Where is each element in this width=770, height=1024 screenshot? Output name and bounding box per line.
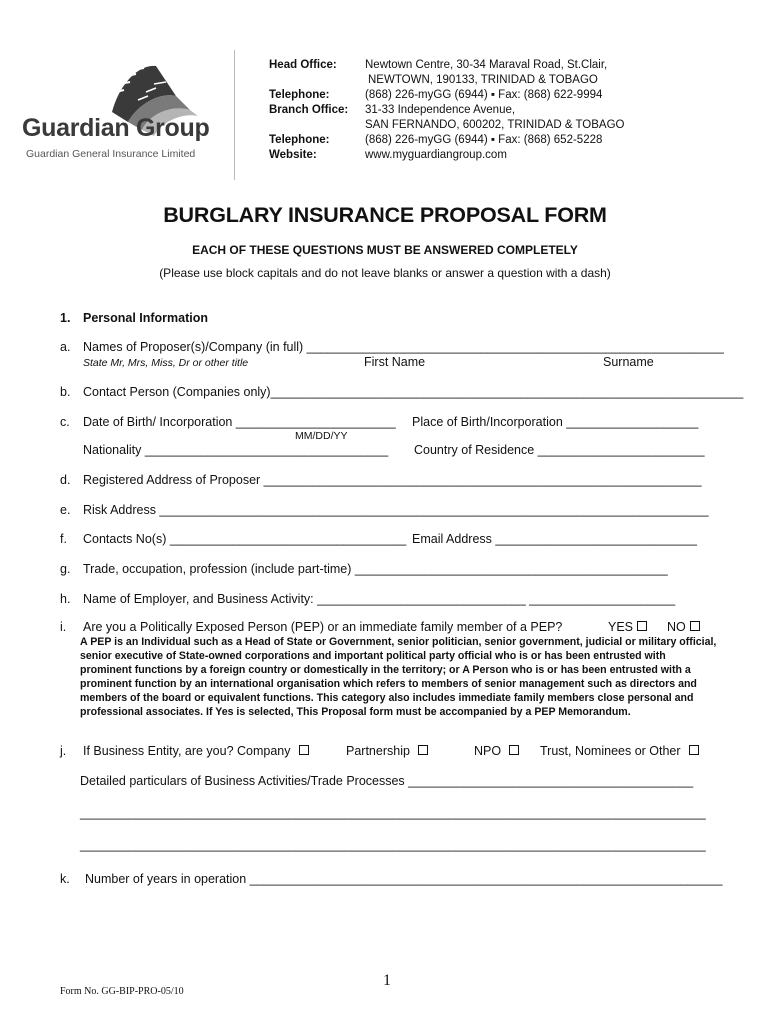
branch-office-line2: SAN FERNANDO, 600202, TRINIDAD & TOBAGO — [365, 119, 625, 131]
place-of-birth-field[interactable]: Place of Birth/Incorporation ___________________ — [412, 415, 699, 429]
checkbox-icon[interactable] — [690, 621, 700, 631]
item-b-letter: b. — [60, 385, 71, 399]
date-of-birth-field[interactable]: Date of Birth/ Incorporation _______________________ — [83, 415, 396, 429]
checkbox-icon[interactable] — [418, 745, 428, 755]
item-k-letter: k. — [60, 872, 70, 886]
checkbox-icon[interactable] — [509, 745, 519, 755]
website-link[interactable]: www.myguardiangroup.com — [365, 149, 507, 161]
pep-yes-option[interactable] — [608, 620, 647, 634]
registered-address-field[interactable]: Registered Address of Proposer _______________________________________________________________ — [83, 473, 702, 487]
checkbox-icon[interactable] — [637, 621, 647, 631]
subsidiary-name: Guardian General Insurance Limited — [26, 148, 196, 160]
item-d-letter: d. — [60, 473, 71, 487]
form-number: Form No. GG-BIP-PRO-05/10 — [60, 986, 184, 997]
guardian-group-logo — [20, 52, 234, 178]
item-h-letter: h. — [60, 592, 71, 606]
checkbox-icon[interactable] — [689, 745, 699, 755]
item-f-letter: f. — [60, 532, 67, 546]
pep-question: Are you a Politically Exposed Person (PEP) or an immediate family member of a PEP? — [83, 620, 563, 634]
entity-company-option[interactable] — [83, 744, 309, 758]
entity-trust-label: Trust, Nominees or Other — [540, 744, 681, 758]
pep-no-option[interactable] — [667, 620, 700, 634]
title-hint: State Mr, Mrs, Miss, Dr or other title — [83, 357, 249, 369]
surname-caption: Surname — [603, 355, 654, 369]
telephone-value-1: (868) 226-myGG (6944) ▪ Fax: (868) 622-9994 — [365, 89, 603, 101]
risk-address-field[interactable]: Risk Address _______________________________________________________________________________ — [83, 503, 709, 517]
proposer-name-field[interactable]: Names of Proposer(s)/Company (in full) ____________________________________________________________ — [83, 340, 724, 354]
telephone-label-2: Telephone: — [269, 134, 330, 146]
first-name-caption: First Name — [364, 355, 426, 369]
website-label: Website: — [269, 149, 317, 161]
item-j-letter: j. — [60, 744, 67, 758]
telephone-label-1: Telephone: — [269, 89, 330, 101]
entity-company-label: If Business Entity, are you? Company — [83, 744, 291, 758]
head-office-label: Head Office: — [269, 59, 337, 71]
entity-npo-option[interactable] — [474, 744, 519, 758]
form-title: BURGLARY INSURANCE PROPOSAL FORM — [163, 203, 607, 227]
contact-person-field[interactable]: Contact Person (Companies only)____________________________________________________________________ — [83, 385, 744, 399]
occupation-field[interactable]: Trade, occupation, profession (include part-time) _____________________________________________ — [83, 562, 668, 576]
country-of-residence-field[interactable]: Country of Residence ________________________ — [414, 443, 705, 457]
page-number: 1 — [383, 972, 391, 989]
nationality-field[interactable]: Nationality ___________________________________ — [83, 443, 389, 457]
branch-office-line1: 31-33 Independence Avenue, — [365, 104, 516, 116]
company-name: Guardian Group — [22, 114, 210, 142]
checkbox-icon[interactable] — [299, 745, 309, 755]
branch-office-label: Branch Office: — [269, 104, 349, 116]
email-address-field[interactable]: Email Address _____________________________ — [412, 532, 697, 546]
section-number: 1. — [60, 311, 71, 325]
pep-definition: A PEP is an Individual such as a Head of State or Government, senior politician, senior government, judicial or military official, senior executive of State-owned corporations and important political party official who is or has been entrusted with prominent functions by a foreign country or domestically in the territory; or A Person who is or has been entrusted with a prominent function by an international organisation which refers to members of senior management such as directors and members of the board or equivalent functions. This category also includes immediate family members close personal and professional associates. If Yes is selected, This Proposal form must be accompanied by a PEP Memorandum. — [80, 636, 717, 719]
head-office-line2: NEWTOWN, 190133, TRINIDAD & TOBAGO — [368, 74, 598, 86]
entity-partnership-option[interactable] — [346, 744, 428, 758]
entity-trust-option[interactable] — [540, 744, 699, 758]
pep-no-label: NO — [667, 620, 686, 634]
business-particulars-field[interactable]: Detailed particulars of Business Activities/Trade Processes _________________________________________ — [80, 774, 694, 788]
date-format-hint: MM/DD/YY — [295, 430, 348, 442]
head-office-line1: Newtown Centre, 30-34 Maraval Road, St.Clair, — [365, 59, 608, 71]
telephone-value-2: (868) 226-myGG (6944) ▪ Fax: (868) 652-5228 — [365, 134, 603, 146]
pep-yes-label: YES — [608, 620, 634, 634]
years-in-operation-field[interactable]: Number of years in operation ____________________________________________________________________ — [85, 872, 723, 886]
section-title: Personal Information — [83, 311, 209, 325]
item-a-letter: a. — [60, 340, 71, 354]
item-c-letter: c. — [60, 415, 70, 429]
entity-npo-label: NPO — [474, 744, 502, 758]
instruction-note: (Please use block capitals and do not leave blanks or answer a question with a dash) — [159, 266, 611, 280]
employer-field[interactable]: Name of Employer, and Business Activity: ______________________________ _____________________ — [83, 592, 676, 606]
entity-partnership-label: Partnership — [346, 744, 410, 758]
contact-numbers-field[interactable]: Contacts No(s) __________________________________ — [83, 532, 407, 546]
blank-line[interactable]: __________________________________________________________________________________________ — [80, 838, 706, 852]
blank-line[interactable]: __________________________________________________________________________________________ — [80, 806, 706, 820]
item-g-letter: g. — [60, 562, 71, 576]
header-divider — [234, 50, 235, 180]
instruction-bold: EACH OF THESE QUESTIONS MUST BE ANSWERED COMPLETELY — [192, 243, 578, 257]
item-e-letter: e. — [60, 503, 71, 517]
item-i-letter: i. — [60, 620, 67, 634]
